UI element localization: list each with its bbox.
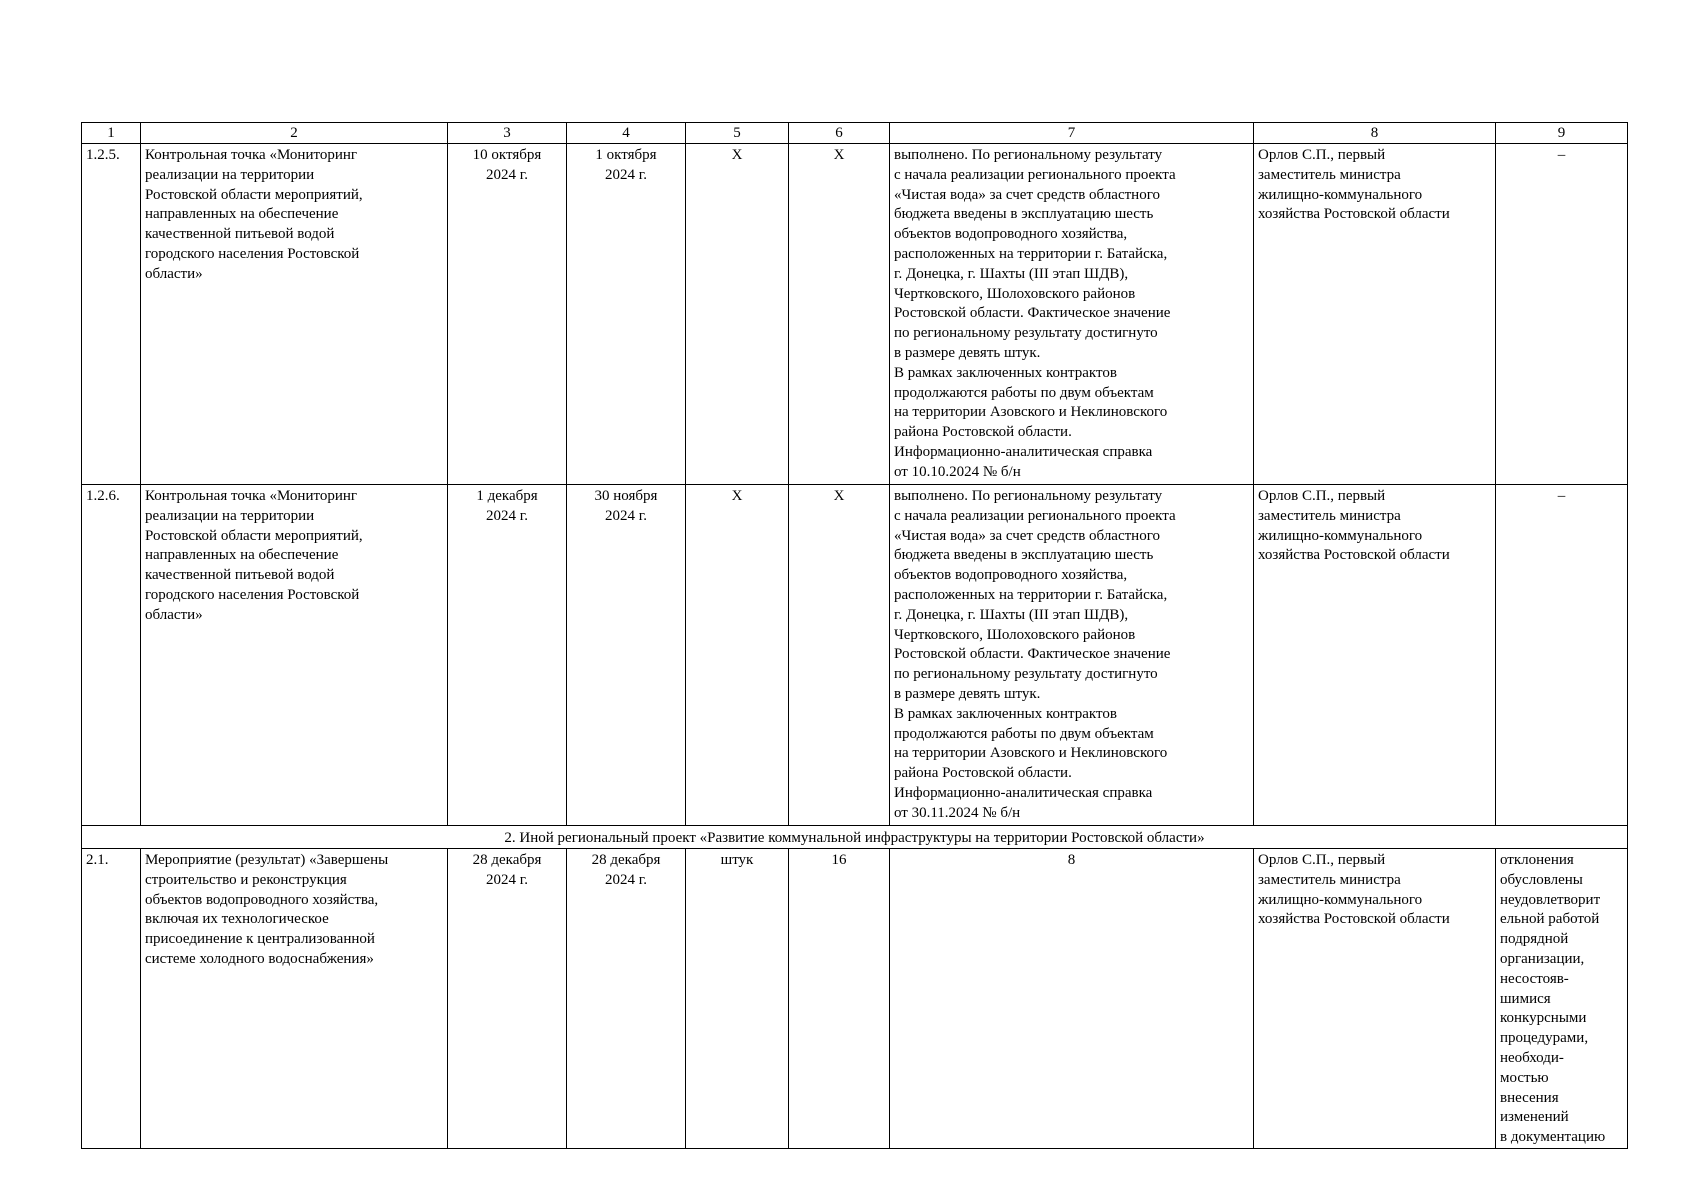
- header-cell: 4: [567, 123, 686, 144]
- header-cell: 3: [448, 123, 567, 144]
- plan-value-cell: 16: [789, 849, 890, 1149]
- deviation-reason: –: [1496, 144, 1628, 485]
- responsible-person: Орлов С.П., первый заместитель министра жилищно-коммунального хозяйства Ростовской области: [1254, 144, 1496, 485]
- deviation-reason: –: [1496, 485, 1628, 826]
- item-number: 1.2.6.: [82, 485, 141, 826]
- responsible-person: Орлов С.П., первый заместитель министра жилищно-коммунального хозяйства Ростовской области: [1254, 485, 1496, 826]
- status-description: выполнено. По региональному результату с начала реализации регионального проекта «Чистая вода» за счет средств областного бюджета введены в эксплуатацию шесть объектов водопроводного хозяйства, расположенных на территории г. Батайска, г. Донецка, г. Шахты (III этап ШДВ), Чертковского, Шолоховского районов Ростовской области. Фактическое значение по региональному результату достигнуто в размере девять штук. В рамках заключенных контрактов продолжаются работы по двум объектам на территории Азовского и Неклиновского района Ростовской области. Информационно-аналитическая справка от 30.11.2024 № б/н: [890, 485, 1254, 826]
- responsible-person: Орлов С.П., первый заместитель министра жилищно-коммунального хозяйства Ростовской области: [1254, 849, 1496, 1149]
- item-number: 1.2.5.: [82, 144, 141, 485]
- report-table: [81, 122, 1628, 1149]
- item-number: 2.1.: [82, 849, 141, 1149]
- item-name: Мероприятие (результат) «Завершены строительство и реконструкция объектов водопроводного хозяйства, включая их технологическое присоединение к централизованной системе холодного водоснабжения»: [141, 849, 448, 1149]
- table-row: [82, 144, 1628, 485]
- header-cell: 8: [1254, 123, 1496, 144]
- table-row: [82, 849, 1628, 1149]
- plan-date: 28 декабря 2024 г.: [448, 849, 567, 1149]
- item-name: Контрольная точка «Мониторинг реализации на территории Ростовской области мероприятий, направленных на обеспечение качественной питьевой водой городского населения Ростовской области»: [141, 144, 448, 485]
- fact-date: 30 ноября 2024 г.: [567, 485, 686, 826]
- header-cell: 1: [82, 123, 141, 144]
- section-row: [82, 826, 1628, 849]
- header-cell: 9: [1496, 123, 1628, 144]
- fact-date: 1 октября 2024 г.: [567, 144, 686, 485]
- column-number-header-row: [82, 123, 1628, 144]
- unit-cell: Х: [686, 485, 789, 826]
- header-cell: 7: [890, 123, 1254, 144]
- table-row: [82, 485, 1628, 826]
- status-description: выполнено. По региональному результату с начала реализации регионального проекта «Чистая вода» за счет средств областного бюджета введены в эксплуатацию шесть объектов водопроводного хозяйства, расположенных на территории г. Батайска, г. Донецка, г. Шахты (III этап ШДВ), Чертковского, Шолоховского районов Ростовской области. Фактическое значение по региональному результату достигнуто в размере девять штук. В рамках заключенных контрактов продолжаются работы по двум объектам на территории Азовского и Неклиновского района Ростовской области. Информационно-аналитическая справка от 10.10.2024 № б/н: [890, 144, 1254, 485]
- header-cell: 6: [789, 123, 890, 144]
- deviation-reason: отклонения обусловлены неудовлетворит ельной работой подрядной организации, несостояв- шимися конкурсными процедурами, необходи- мостью внесения изменений в документацию: [1496, 849, 1628, 1149]
- plan-value-cell: Х: [789, 485, 890, 826]
- fact-date: 28 декабря 2024 г.: [567, 849, 686, 1149]
- plan-date: 10 октября 2024 г.: [448, 144, 567, 485]
- plan-value-cell: Х: [789, 144, 890, 485]
- unit-cell: Х: [686, 144, 789, 485]
- unit-cell: штук: [686, 849, 789, 1149]
- header-cell: 2: [141, 123, 448, 144]
- plan-date: 1 декабря 2024 г.: [448, 485, 567, 826]
- item-name: Контрольная точка «Мониторинг реализации на территории Ростовской области мероприятий, направленных на обеспечение качественной питьевой водой городского населения Ростовской области»: [141, 485, 448, 826]
- section-title: 2. Иной региональный проект «Развитие коммунальной инфраструктуры на территории Ростовской области»: [82, 826, 1628, 849]
- fact-value-cell: 8: [890, 849, 1254, 1149]
- header-cell: 5: [686, 123, 789, 144]
